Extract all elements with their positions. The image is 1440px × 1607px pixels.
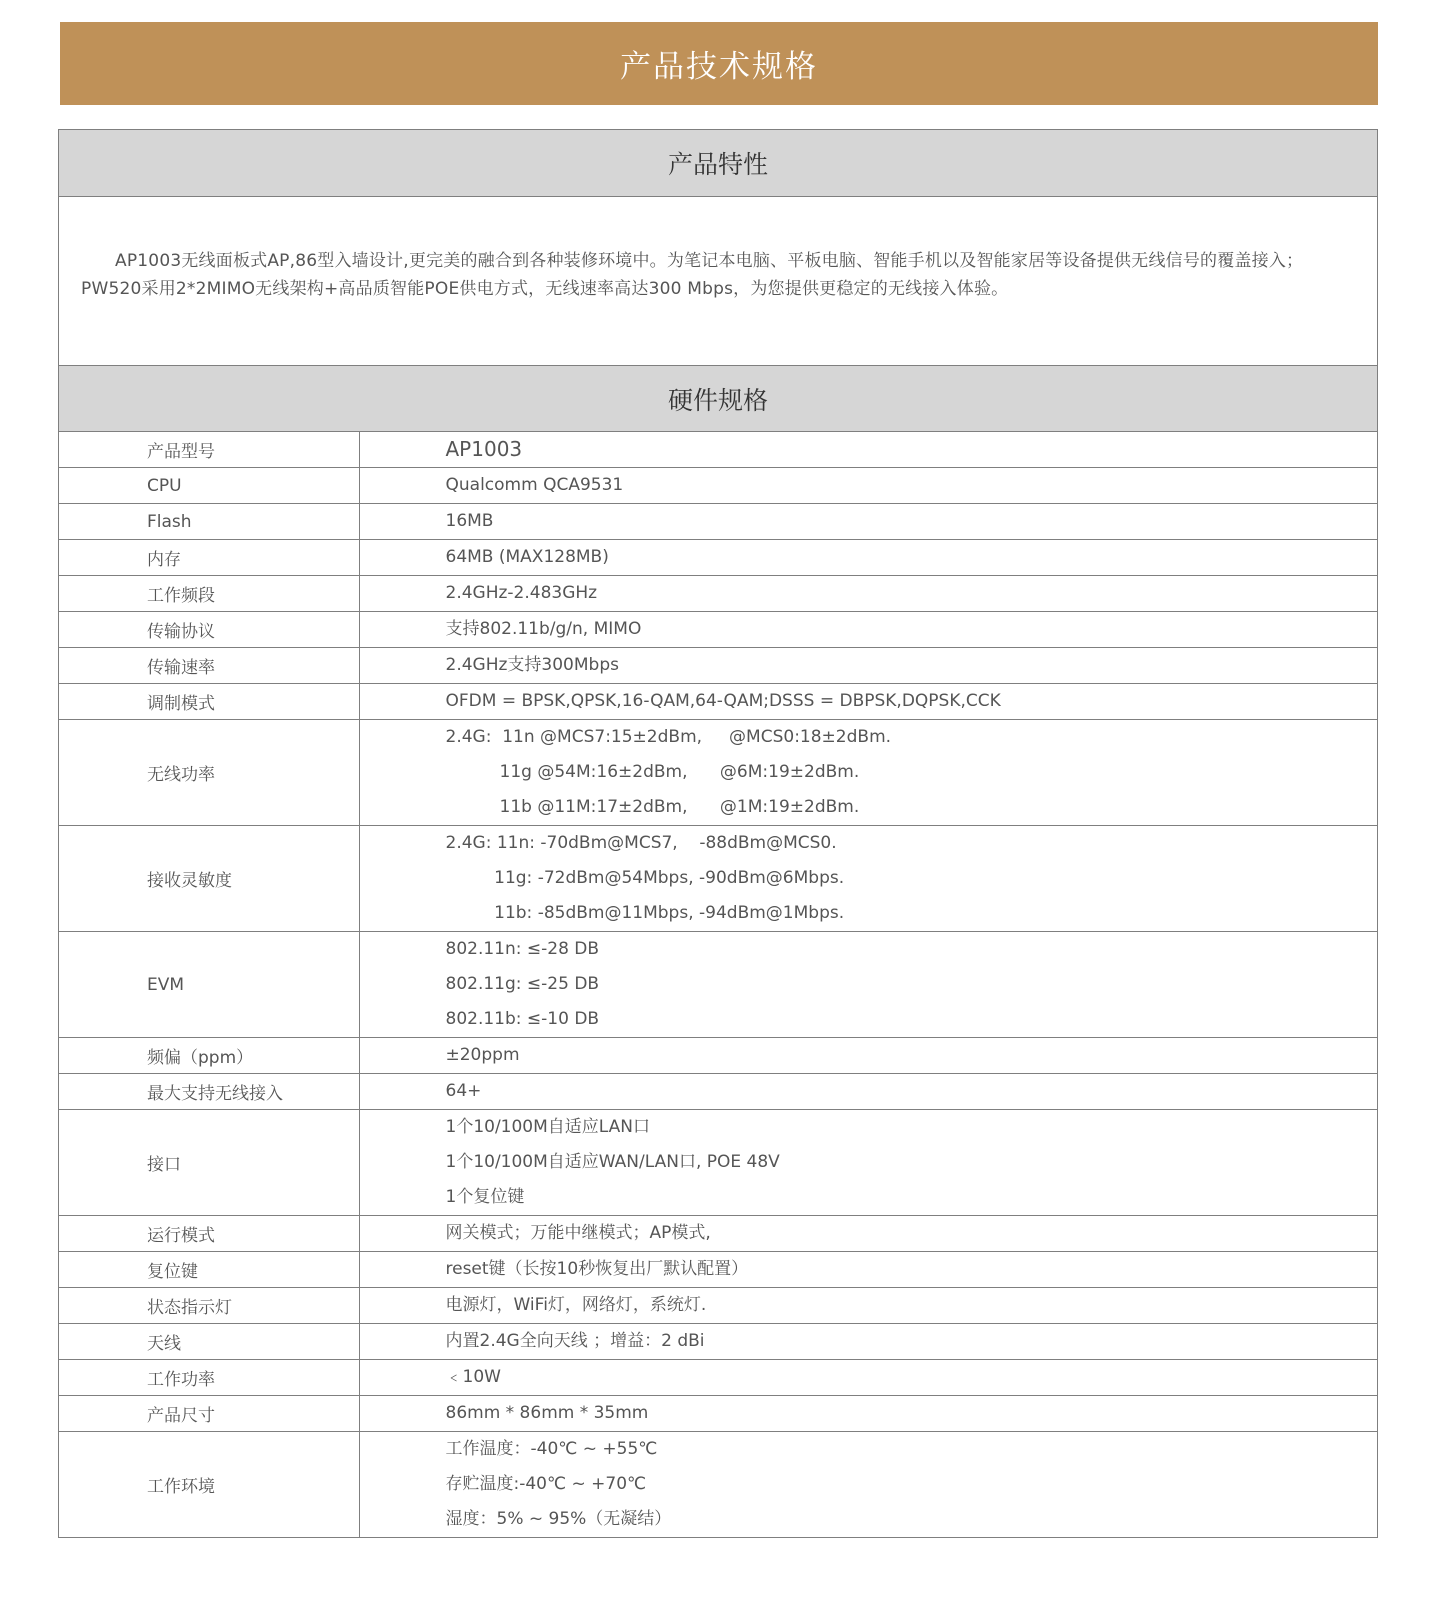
table-row xyxy=(59,576,1377,612)
spec-value xyxy=(359,1324,1377,1360)
spec-label: 产品型号 xyxy=(59,432,359,468)
spec-label: 传输速率 xyxy=(59,648,359,684)
spec-label: CPU xyxy=(59,468,359,504)
spec-label: 内存 xyxy=(59,540,359,576)
spec-value-line: 存贮温度:-40℃ ~ +70℃ xyxy=(445,1474,647,1494)
spec-value-line: ±20ppm xyxy=(445,1045,520,1065)
spec-value xyxy=(359,648,1377,684)
table-row xyxy=(59,826,1377,932)
spec-label: 调制模式 xyxy=(59,684,359,720)
spec-value xyxy=(359,932,1377,1038)
spec-label: 复位键 xyxy=(59,1252,359,1288)
spec-label: 无线功率 xyxy=(59,720,359,826)
spec-label: 产品尺寸 xyxy=(59,1396,359,1432)
spec-value-line: Qualcomm QCA9531 xyxy=(445,475,624,495)
page-title: 产品技术规格 xyxy=(620,49,818,85)
features-paragraph: AP1003无线面板式AP,86型入墙设计,更完美的融合到各种装修环境中。为笔记本电脑、平板电脑、智能手机以及智能家居等设备提供无线信号的覆盖接入；PW520采用2*2MIMO无线架构+高品质智能POE供电方式，无线速率高达300 Mbps，为您提供更稳定的无线接入体验。 xyxy=(81,251,1304,299)
spec-value-line: 11g @54M:16±2dBm, @6M:19±2dBm. xyxy=(445,762,860,782)
spec-value xyxy=(359,540,1377,576)
spec-value-line: 工作温度：-40℃ ~ +55℃ xyxy=(445,1439,658,1459)
table-row xyxy=(59,468,1377,504)
spec-label: 接收灵敏度 xyxy=(59,826,359,932)
spec-label: Flash xyxy=(59,504,359,540)
spec-value-line: OFDM = BPSK,QPSK,16-QAM,64-QAM;DSSS = DBPSK,DQPSK,CCK xyxy=(445,691,1001,711)
spec-value xyxy=(359,1110,1377,1216)
spec-value-line: 湿度：5% ~ 95%（无凝结） xyxy=(445,1509,672,1529)
hardware-spec-table xyxy=(59,432,1377,1537)
table-row xyxy=(59,1360,1377,1396)
spec-value xyxy=(359,1216,1377,1252)
table-row xyxy=(59,540,1377,576)
spec-value-line: 1个10/100M自适应WAN/LAN口, POE 48V xyxy=(445,1152,780,1172)
spec-value-line: 11g: -72dBm@54Mbps, -90dBm@6Mbps. xyxy=(445,868,845,888)
spec-value-line: 支持802.11b/g/n, MIMO xyxy=(445,619,642,639)
spec-value-line: 1个10/100M自适应LAN口 xyxy=(445,1117,650,1137)
spec-value-line: 2.4G: 11n @MCS7:15±2dBm, @MCS0:18±2dBm. xyxy=(445,727,892,747)
spec-value-line: ﹤10W xyxy=(445,1367,501,1387)
hardware-heading: 硬件规格 xyxy=(59,365,1377,432)
spec-frame xyxy=(58,129,1378,1538)
table-row xyxy=(59,1432,1377,1538)
spec-label: 工作频段 xyxy=(59,576,359,612)
spec-label: EVM xyxy=(59,932,359,1038)
spec-value-line: 1个复位键 xyxy=(445,1187,525,1207)
spec-value xyxy=(359,1288,1377,1324)
spec-value-line: 16MB xyxy=(445,511,494,531)
spec-value-line: 网关模式；万能中继模式；AP模式, xyxy=(445,1223,711,1243)
table-row xyxy=(59,1252,1377,1288)
spec-label: 运行模式 xyxy=(59,1216,359,1252)
spec-value xyxy=(359,1432,1377,1538)
table-row xyxy=(59,612,1377,648)
table-row xyxy=(59,932,1377,1038)
spec-value-line: 2.4GHz-2.483GHz xyxy=(445,583,598,603)
spec-value xyxy=(359,576,1377,612)
table-row xyxy=(59,432,1377,468)
table-row xyxy=(59,648,1377,684)
table-row xyxy=(59,1038,1377,1074)
spec-value xyxy=(359,432,1377,468)
spec-value xyxy=(359,1038,1377,1074)
spec-value-line: 内置2.4G全向天线 ；增益：2 dBi xyxy=(445,1331,705,1351)
spec-label: 接口 xyxy=(59,1110,359,1216)
table-row xyxy=(59,720,1377,826)
table-row xyxy=(59,1216,1377,1252)
spec-value-line: 2.4G: 11n: -70dBm@MCS7, -88dBm@MCS0. xyxy=(445,833,837,853)
spec-value xyxy=(359,612,1377,648)
spec-value xyxy=(359,468,1377,504)
spec-value xyxy=(359,684,1377,720)
spec-value-line: 86mm * 86mm * 35mm xyxy=(445,1403,649,1423)
spec-label: 天线 xyxy=(59,1324,359,1360)
spec-value xyxy=(359,720,1377,826)
spec-label: 最大支持无线接入 xyxy=(59,1074,359,1110)
spec-value xyxy=(359,1360,1377,1396)
table-row xyxy=(59,1324,1377,1360)
spec-value-line: AP1003 xyxy=(445,437,523,461)
spec-label: 状态指示灯 xyxy=(59,1288,359,1324)
table-row xyxy=(59,684,1377,720)
spec-value-line: 802.11n: ≤-28 DB xyxy=(445,939,600,959)
spec-label: 频偏（ppm） xyxy=(59,1038,359,1074)
spec-value-line: 11b: -85dBm@11Mbps, -94dBm@1Mbps. xyxy=(445,903,845,923)
table-row xyxy=(59,1396,1377,1432)
spec-value xyxy=(359,1252,1377,1288)
spec-value-line: 2.4GHz支持300Mbps xyxy=(445,655,619,675)
spec-value xyxy=(359,1396,1377,1432)
spec-label: 工作功率 xyxy=(59,1360,359,1396)
spec-value-line: 电源灯，WiFi灯，网络灯，系统灯. xyxy=(445,1295,707,1315)
spec-value-line: 64MB (MAX128MB) xyxy=(445,547,609,567)
spec-value-line: 802.11g: ≤-25 DB xyxy=(445,974,600,994)
spec-value-line: 64+ xyxy=(445,1081,482,1101)
spec-value xyxy=(359,1074,1377,1110)
spec-value-line: 11b @11M:17±2dBm, @1M:19±2dBm. xyxy=(445,797,860,817)
table-row xyxy=(59,1288,1377,1324)
spec-label: 工作环境 xyxy=(59,1432,359,1538)
table-row xyxy=(59,1074,1377,1110)
features-heading: 产品特性 xyxy=(59,130,1377,197)
spec-label: 传输协议 xyxy=(59,612,359,648)
page-banner xyxy=(60,22,1378,105)
spec-value-line: reset键（长按10秒恢复出厂默认配置） xyxy=(445,1259,749,1279)
spec-value xyxy=(359,826,1377,932)
spec-value xyxy=(359,504,1377,540)
spec-value-line: 802.11b: ≤-10 DB xyxy=(445,1009,600,1029)
table-row xyxy=(59,504,1377,540)
table-row xyxy=(59,1110,1377,1216)
